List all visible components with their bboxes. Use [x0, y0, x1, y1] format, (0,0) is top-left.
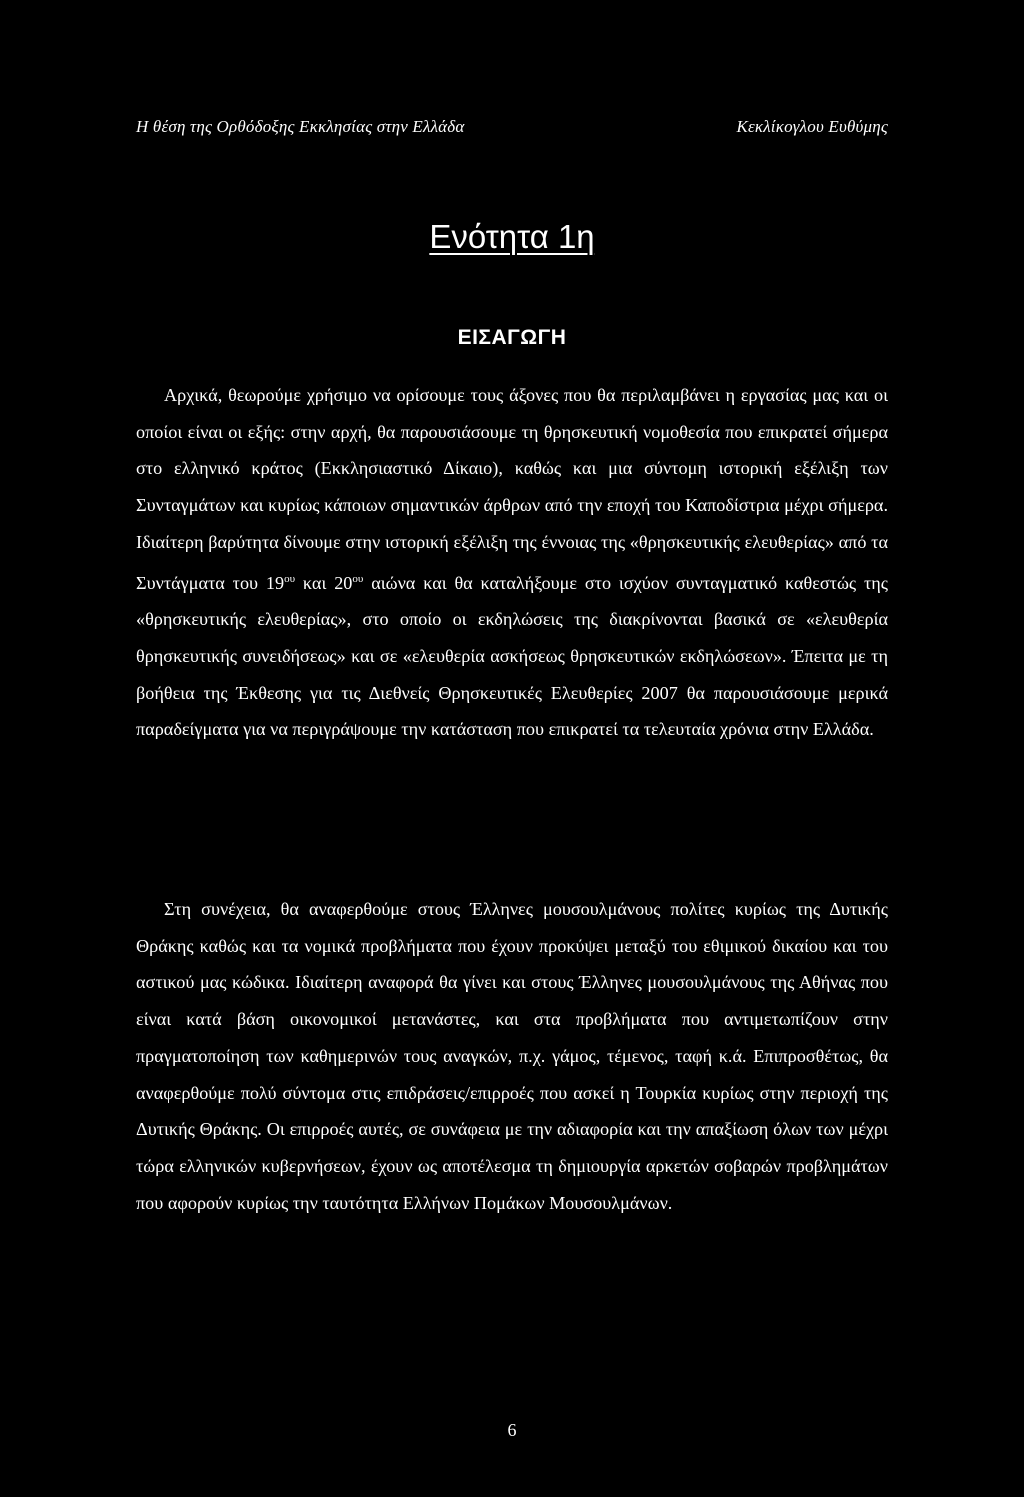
- ordinal-suffix: ου: [352, 572, 364, 585]
- paragraph-intro: Αρχικά, θεωρούμε χρήσιμο να ορίσουμε τους άξονες που θα περιλαμβάνει η εργασίας μας και οι οποίοι είναι οι εξής: στην αρχή, θα παρουσιάσουμε τη θρησκευτική νομοθεσία που επικρατεί σήμερα στο ελληνικό κράτος (Εκκλησιαστικό Δίκαιο), καθώς και μια σύντομη ιστορική εξέλιξη των Συνταγμάτων και κυρίως κάποιων σημαντικών άρθρων από την εποχή του Καποδίστρια μέχρι σήμερα. Ιδιαίτερη βαρύτητα δίνουμε στην ιστορική εξέλιξη της έννοιας της «θρησκευτικής ελευθερίας» από τα Συντάγματα του $19^{o\upsilon}$ και $20^{o\upsilon}$ αιώνα και θα καταλήξουμε στο ισχύον συνταγματικό καθεστώς της «θρησκευτικής ελευθερίας», στο οποίο οι εκδηλώσεις της διακρίνονται βασικά σε «ελευθερία θρησκευτικής συνειδήσεως» και σε «ελευθερία ασκήσεως θρησκευτικών εκδηλώσεων». Έπειτα με τη βοήθεια της Έκθεσης για τις Διεθνείς Θρησκευτικές Ελευθερίες 2007 θα παρουσιάσουμε μερικά παραδείγματα για να περιγράψουμε την κατάσταση που επικρατεί τα τελευταία χρόνια στην Ελλάδα.: [136, 385, 889, 740]
- page-number: 6: [507, 1420, 517, 1440]
- paragraph-continuation: Στη συνέχεια, θα αναφερθούμε στους Έλληνες μουσουλμάνους πολίτες κυρίως της Δυτικής Θράκης καθώς και τα νομικά προβλήματα που έχουν προκύψει μεταξύ του εθιμικού δικαίου και του αστικού μας κώδικα. Ιδιαίτερη αναφορά θα γίνει και στους Έλληνες μουσουλμάνους της Αθήνας που είναι κατά βάση οικονομικοί μετανάστες, και στα προβλήματα που αντιμετωπίζουν στην πραγματοποίηση των καθημερινών τους αναγκών, π.χ. γάμος, τέμενος, ταφή κ.ά. Επιπροσθέτως, θα αναφερθούμε πολύ σύντομα στις επιδράσεις/επιρροές που ασκεί η Τουρκία κυρίως στην περιοχή της Δυτικής Θράκης. Οι επιρροές αυτές, σε συνάφεια με την αδιαφορία και την απαξίωση όλων των μέχρι τώρα ελληνικών κυβερνήσεων, έχουν ως αποτέλεσμα τη δημιουργία αρκετών σοβαρών προβλημάτων που αφορούν κυρίως την ταυτότητα Ελλήνων Πομάκων Μουσουλμάνων.: [136, 899, 888, 1213]
- ordinal-suffix: ου: [284, 572, 296, 585]
- header-title: Η θέση της Ορθόδοξης Εκκλησίας στην Ελλάδα: [136, 117, 465, 136]
- running-header: [136, 117, 888, 137]
- intro-heading: ΕΙΣΑΓΩΓΗ: [457, 326, 567, 349]
- header-author: Κεκλίκογλου Ευθύμης: [736, 117, 888, 136]
- section-title: Ενότητα 1η: [429, 218, 595, 255]
